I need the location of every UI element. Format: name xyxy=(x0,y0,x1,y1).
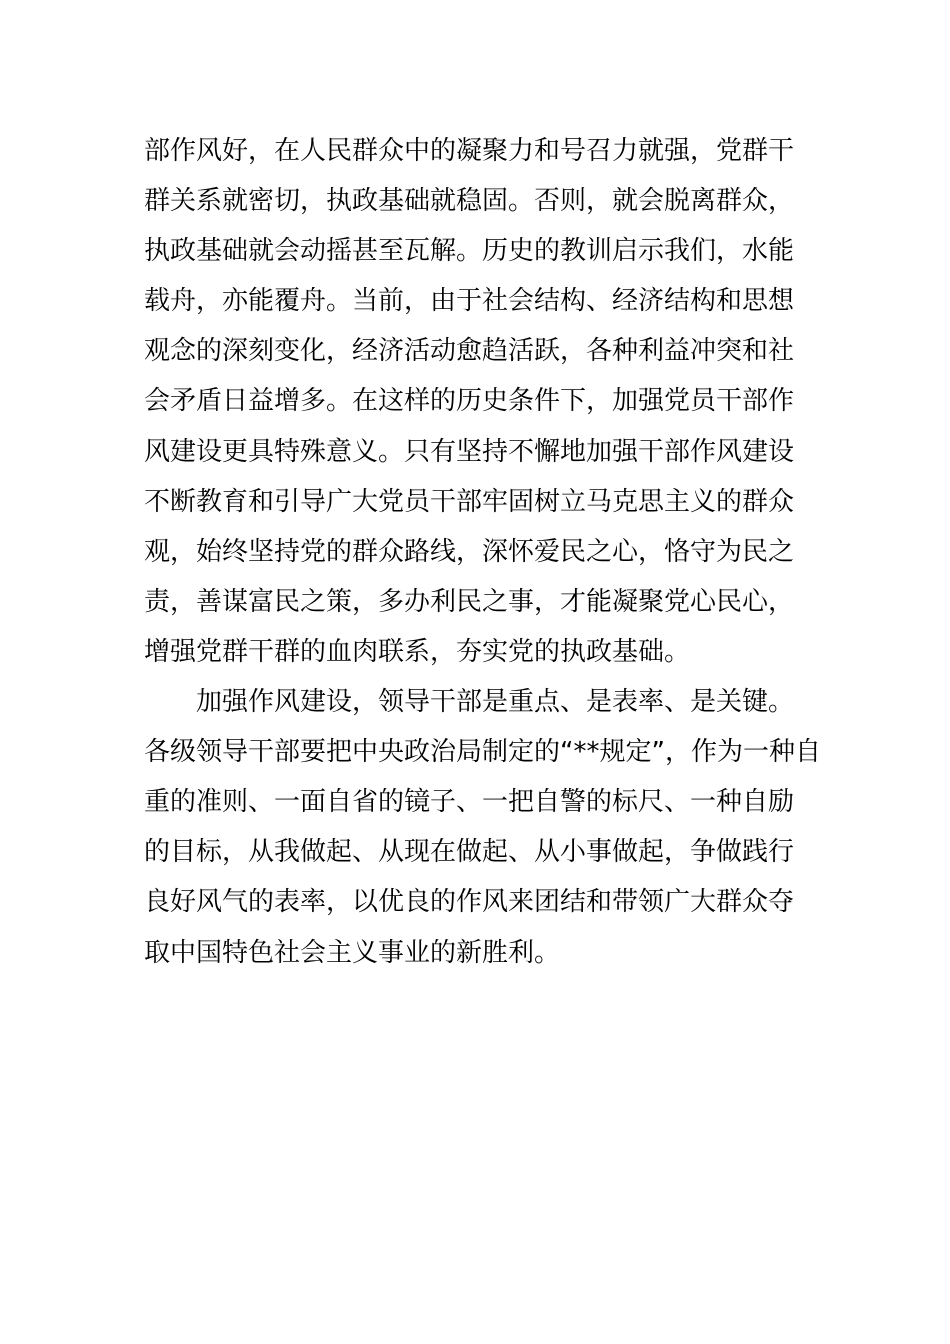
text-line: 的目标，从我做起、从现在做起、从小事做起，争做践行 xyxy=(144,837,795,868)
text-line: 部作风好，在人民群众中的凝聚力和号召力就强，党群干 xyxy=(144,136,795,166)
text-line: 增强党群干群的血肉联系，夯实党的执政基础。 xyxy=(144,636,691,667)
text-line: 重的准则、一面自省的镜子、一把自警的标尺、一种自励 xyxy=(144,787,795,818)
text-line: 观，始终坚持党的群众路线，深怀爱民之心，恪守为民之 xyxy=(144,536,795,567)
text-line: 载舟，亦能覆舟。当前，由于社会结构、经济结构和思想 xyxy=(144,286,795,317)
text-line: 会矛盾日益增多。在这样的历史条件下，加强党员干部作 xyxy=(144,386,795,417)
text-line: 群关系就密切，执政基础就稳固。否则，就会脱离群众， xyxy=(144,186,795,217)
document-body xyxy=(144,126,821,978)
text-line: 执政基础就会动摇甚至瓦解。历史的教训启示我们，水能 xyxy=(144,236,795,267)
text-line: 责，善谋富民之策，多办利民之事，才能凝聚党心民心， xyxy=(144,586,795,617)
text-line: 取中国特色社会主义事业的新胜利。 xyxy=(144,937,561,968)
text-line: 良好风气的表率，以优良的作风来团结和带领广大群众夺 xyxy=(144,887,795,918)
text-line: 风建设更具特殊意义。只有坚持不懈地加强干部作风建设 xyxy=(144,436,795,467)
paragraph-first-line: 加强作风建设，领导干部是重点、是表率、是关键。 xyxy=(196,687,795,718)
text-line: 各级领导干部要把中央政治局制定的“**规定”，作为一种自 xyxy=(144,737,821,768)
text-line: 观念的深刻变化，经济活动愈趋活跃，各种利益冲突和社 xyxy=(144,336,795,367)
text-line: 不断教育和引导广大党员干部牢固树立马克思主义的群众 xyxy=(144,486,795,517)
